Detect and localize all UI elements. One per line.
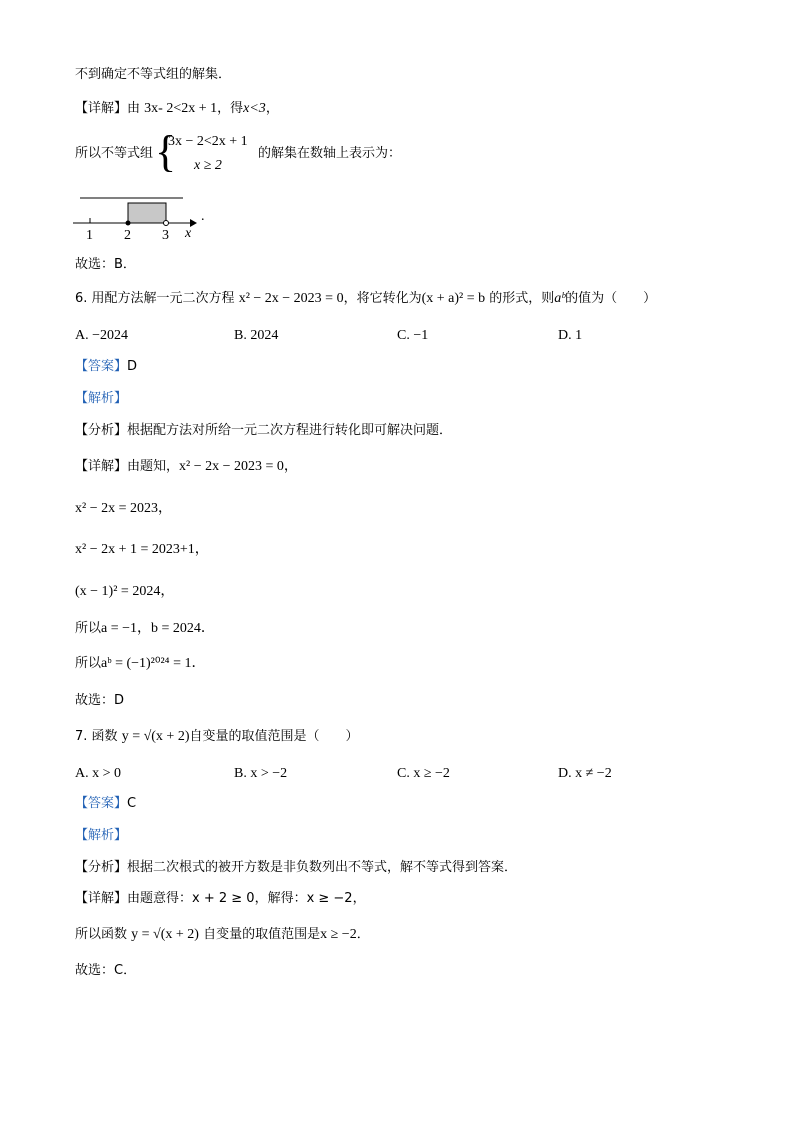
q7-detail-text: 由题意得：x + 2 ≥ 0，解得：x ≥ −2，: [127, 891, 366, 906]
q6-step-1: x² − 2x = 2023，: [75, 501, 172, 516]
fenxi-tag: 【分析】: [75, 860, 128, 875]
q7-choice: 故选：C．: [75, 963, 137, 978]
system-line-2: x ≥ 2: [194, 158, 222, 173]
q6-option-c: C. −1: [397, 328, 429, 343]
q6-so-a-expr: a = −1，b = 2024．: [101, 621, 215, 636]
tick-label-2: 2: [124, 228, 131, 242]
q7-option-c: C. x ≥ −2: [397, 766, 450, 781]
q7-detail: [75, 890, 366, 908]
q6-so-text: 所以: [75, 621, 102, 636]
q7-answer: [75, 795, 136, 813]
system-prefix: 所以不等式组: [75, 146, 154, 161]
detail-text: 由: [127, 101, 141, 116]
q6-detail: [75, 458, 298, 476]
q7-stem-text: 7. 函数: [75, 729, 118, 744]
tick-label-3: 3: [162, 228, 169, 242]
answer-tag: 【答案】: [75, 359, 128, 374]
q6-fenxi-text: 根据配方法对所给一元二次方程进行转化即可解决问题．: [127, 423, 453, 438]
system-brace: {: [155, 127, 177, 176]
q7-stem-text: 自变量的取值范围是（ ）: [189, 729, 359, 744]
detail-text: ，得: [217, 101, 244, 116]
q7-func: y = √(x + 2): [121, 729, 190, 744]
q7-option-a: A. x > 0: [75, 766, 122, 781]
q6-step-3: (x − 1)² = 2024，: [75, 584, 175, 599]
q6-stem: [75, 290, 656, 308]
detail-line-top: [75, 100, 279, 118]
open-dot: [164, 221, 169, 226]
q7-so-func: y = √(x + 2): [131, 927, 199, 942]
q6-stem-text: ，将它转化为: [343, 291, 422, 306]
solution-region: [128, 203, 166, 223]
q6-analysis-tag: 【解析】: [75, 391, 128, 406]
q7-so: [75, 926, 370, 944]
q6-so-b-expr: aᵇ = (−1)²⁰²⁴ = 1．: [101, 656, 206, 671]
detail-text: ，: [265, 101, 279, 116]
detail-tag: 【详解】: [75, 891, 128, 906]
detail-expr: 3x- 2<2x + 1: [144, 101, 218, 116]
q7-so-text: 自变量的取值范围是: [203, 927, 321, 942]
fenxi-tag: 【分析】: [75, 423, 128, 438]
q6-answer-value: D: [127, 359, 138, 374]
q7-answer-value: C: [127, 796, 137, 811]
q7-option-d: D. x ≠ −2: [558, 766, 612, 781]
q7-fenxi-text: 根据二次根式的被开方数是非负数列出不等式，解不等式得到答案．: [127, 860, 518, 875]
system-suffix: 的解集在数轴上表示为：: [258, 146, 402, 161]
q7-option-b: B. x > −2: [234, 766, 288, 781]
period: .: [201, 209, 205, 224]
q6-fenxi: [75, 422, 452, 440]
q7-so-text: 所以函数: [75, 927, 128, 942]
q6-form: (x + a)² = b: [421, 291, 486, 306]
q6-step-2: x² − 2x + 1 = 2023+1，: [75, 542, 209, 557]
q6-stem-text: 的形式，则: [489, 291, 555, 306]
q6-detail-lead: 由题知，: [127, 459, 180, 474]
q6-option-b: B. 2024: [234, 328, 279, 343]
q6-choice: 故选：D: [75, 693, 125, 708]
detail-result: x<3: [243, 101, 266, 116]
axis-var: x: [185, 226, 192, 241]
q7-so-end: ．: [356, 927, 370, 942]
q7-analysis-tag: 【解析】: [75, 828, 128, 843]
answer-tag: 【答案】: [75, 796, 128, 811]
q6-power: aᵇ: [554, 291, 566, 306]
choice-top: 故选：B．: [75, 257, 136, 272]
q7-stem: [75, 728, 359, 746]
detail-tag: 【详解】: [75, 101, 128, 116]
closed-dot: [126, 221, 131, 226]
q7-fenxi: [75, 859, 517, 877]
q6-so-a: [75, 620, 215, 638]
q6-so-b: [75, 655, 205, 673]
q6-step-0: x² − 2x − 2023 = 0，: [179, 459, 298, 474]
number-line: [70, 190, 220, 242]
q6-option-a: A. −2024: [75, 328, 129, 343]
q6-option-d: D. 1: [558, 328, 583, 343]
q6-stem-text: 的值为（ ）: [565, 291, 657, 306]
detail-tag: 【详解】: [75, 459, 128, 474]
q6-stem-text: 6. 用配方法解一元二次方程: [75, 291, 235, 306]
q6-so-text: 所以: [75, 656, 102, 671]
q6-answer: [75, 358, 137, 376]
q7-so-range: x ≥ −2: [320, 927, 357, 942]
intro-text: 不到确定不等式组的解集．: [75, 67, 232, 82]
tick-label-1: 1: [86, 228, 93, 242]
q6-equation: x² − 2x − 2023 = 0: [238, 291, 344, 306]
system-line-1: 3x − 2<2x + 1: [168, 134, 248, 149]
